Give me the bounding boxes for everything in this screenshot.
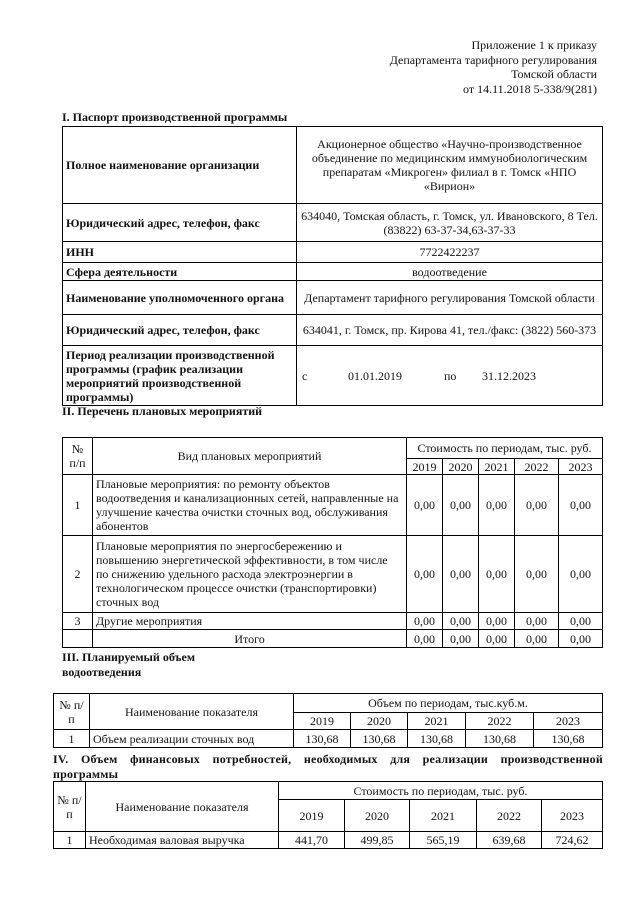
field-label: Наименование уполномоченного органа <box>63 281 297 315</box>
column-header-group: Стоимость по периодам, тыс. руб. <box>407 438 603 459</box>
column-header-year: 2020 <box>351 713 408 730</box>
row-number: 3 <box>63 613 93 630</box>
section3-title-line: водоотведения <box>62 665 142 679</box>
row-value: 0,00 <box>559 475 603 536</box>
table-row <box>63 127 603 204</box>
column-header-number: № п/п <box>63 438 93 475</box>
field-label: Период реализации производственной программы (график реализации мероприятий производственной программы) <box>63 346 297 406</box>
row-value: 0,00 <box>407 536 443 613</box>
row-value: 0,00 <box>515 613 559 630</box>
field-value: водоотведение <box>297 263 603 281</box>
row-number: 1 <box>63 475 93 536</box>
total-number <box>63 630 93 648</box>
table-row <box>54 832 603 849</box>
column-header-year: 2019 <box>279 800 345 832</box>
column-header-number: № п/ п <box>54 782 86 832</box>
period-from: 01.01.2019 <box>348 368 402 383</box>
column-header-year: 2021 <box>408 713 466 730</box>
header-line: Департамента тарифного регулирования <box>389 52 597 67</box>
field-value: 634041, г. Томск, пр. Кирова 41, тел./факс: (3822) 560-373 <box>297 315 603 346</box>
row-value: 0,00 <box>559 613 603 630</box>
column-header-group: Объем по периодам, тыс.куб.м. <box>294 694 603 713</box>
field-value: Департамент тарифного регулирования Томской области <box>297 281 603 315</box>
column-header-number: № п/п <box>54 694 90 730</box>
column-header-year: 2019 <box>294 713 351 730</box>
field-label: ИНН <box>63 242 297 263</box>
row-value: 0,00 <box>443 475 479 536</box>
total-value: 0,00 <box>479 630 515 648</box>
period-from-word: с <box>302 368 308 383</box>
row-value: 499,85 <box>345 832 410 849</box>
header-line: Томской области <box>511 67 597 81</box>
column-header-year: 2023 <box>534 713 603 730</box>
total-label: Итого <box>93 630 407 648</box>
table-row <box>63 204 603 242</box>
header-row <box>63 438 603 459</box>
section3-title <box>62 650 195 680</box>
row-value: 0,00 <box>515 536 559 613</box>
row-value: 0,00 <box>443 613 479 630</box>
field-value: 634040, Томская область, г. Томск, ул. Ивановского, 8 Тел. (83822) 63-37-34,63-37-33 <box>297 204 603 242</box>
row-name: Плановые мероприятия по энергосбережению и повышению энергетической эффективности, в том числе по снижению удельного расхода электроэнергии в технологическом процессе очистки (транспортировки) сточных вод <box>93 536 407 613</box>
field-value: 7722422237 <box>297 242 603 263</box>
row-value: 0,00 <box>479 475 515 536</box>
row-value: 130,68 <box>408 730 466 748</box>
field-value: Акционерное общество «Научно-производственное объединение по медицинским иммунобиологическим препаратам «Микроген» филиал в г. Томск «НПО «Вирион» <box>297 127 603 204</box>
field-label: Юридический адрес, телефон, факс <box>63 315 297 346</box>
field-label: Полное наименование организации <box>63 127 297 204</box>
period-value <box>297 346 603 406</box>
row-name: Плановые мероприятия: по ремонту объектов водоотведения и канализационных сетей, направленные на улучшение качества очистки сточных вод, обслуживания абонентов <box>93 475 407 536</box>
row-value: 0,00 <box>515 475 559 536</box>
column-header-year: 2022 <box>515 459 559 475</box>
total-value: 0,00 <box>559 630 603 648</box>
row-value: 0,00 <box>407 475 443 536</box>
table-row <box>63 281 603 315</box>
column-header-year: 2020 <box>443 459 479 475</box>
table-row <box>63 613 603 630</box>
column-header-year: 2023 <box>542 800 603 832</box>
section2-title: II. Перечень плановых мероприятий <box>62 404 263 418</box>
section4-title: IV. Объем финансовых потребностей, необходимых для реализации производственной программы <box>53 752 603 781</box>
column-header-group: Стоимость по периодам, тыс. руб. <box>279 782 603 800</box>
row-value: 130,68 <box>534 730 603 748</box>
column-header-year: 2022 <box>466 713 534 730</box>
header-row <box>54 782 603 800</box>
period-row <box>63 346 603 406</box>
section1-title: I. Паспорт производственной программы <box>62 110 288 124</box>
table-row <box>63 263 603 281</box>
column-header-year: 2023 <box>559 459 603 475</box>
table-row <box>63 315 603 346</box>
header-row <box>54 694 603 713</box>
column-header-year: 2020 <box>345 800 410 832</box>
row-number: 2 <box>63 536 93 613</box>
passport-table <box>62 126 603 406</box>
row-value: 130,68 <box>294 730 351 748</box>
column-header-name: Вид плановых мероприятий <box>93 438 407 475</box>
row-value: 639,68 <box>477 832 542 849</box>
row-value: 565,19 <box>410 832 477 849</box>
table-row <box>63 475 603 536</box>
period-to: 31.12.2023 <box>482 368 536 383</box>
volume-table <box>53 693 603 748</box>
column-header-year: 2021 <box>410 800 477 832</box>
field-label: Юридический адрес, телефон, факс <box>63 204 297 242</box>
total-value: 0,00 <box>515 630 559 648</box>
field-label: Сфера деятельности <box>63 263 297 281</box>
row-value: 130,68 <box>466 730 534 748</box>
row-value: 0,00 <box>407 613 443 630</box>
row-value: 0,00 <box>443 536 479 613</box>
table-row <box>63 242 603 263</box>
row-value: 441,70 <box>279 832 345 849</box>
period-to-word: по <box>444 368 457 383</box>
row-value: 0,00 <box>479 536 515 613</box>
section3-title-line: III. Планируемый объем <box>62 650 196 664</box>
row-value: 724,62 <box>542 832 603 849</box>
header-line: Приложение 1 к приказу <box>471 38 597 52</box>
row-value: 0,00 <box>559 536 603 613</box>
table-row <box>63 536 603 613</box>
total-value: 0,00 <box>407 630 443 648</box>
column-header-year: 2022 <box>477 800 542 832</box>
row-value: 0,00 <box>479 613 515 630</box>
row-name: Другие мероприятия <box>93 613 407 630</box>
table-row <box>54 730 603 748</box>
row-name: Объем реализации сточных вод <box>90 730 294 748</box>
order-reference <box>390 38 597 96</box>
column-header-year: 2021 <box>479 459 515 475</box>
header-line: от 14.11.2018 5-338/9(281) <box>463 81 597 96</box>
activities-table <box>62 437 603 648</box>
column-header-name: Наименование показателя <box>86 782 279 832</box>
total-row <box>63 630 603 648</box>
finance-table <box>53 781 603 849</box>
column-header-name: Наименование показателя <box>90 694 294 730</box>
row-number: 1 <box>54 730 90 748</box>
row-value: 130,68 <box>351 730 408 748</box>
row-name: Необходимая валовая выручка <box>86 832 279 849</box>
column-header-year: 2019 <box>407 459 443 475</box>
total-value: 0,00 <box>443 630 479 648</box>
row-number: 1 <box>54 832 86 849</box>
